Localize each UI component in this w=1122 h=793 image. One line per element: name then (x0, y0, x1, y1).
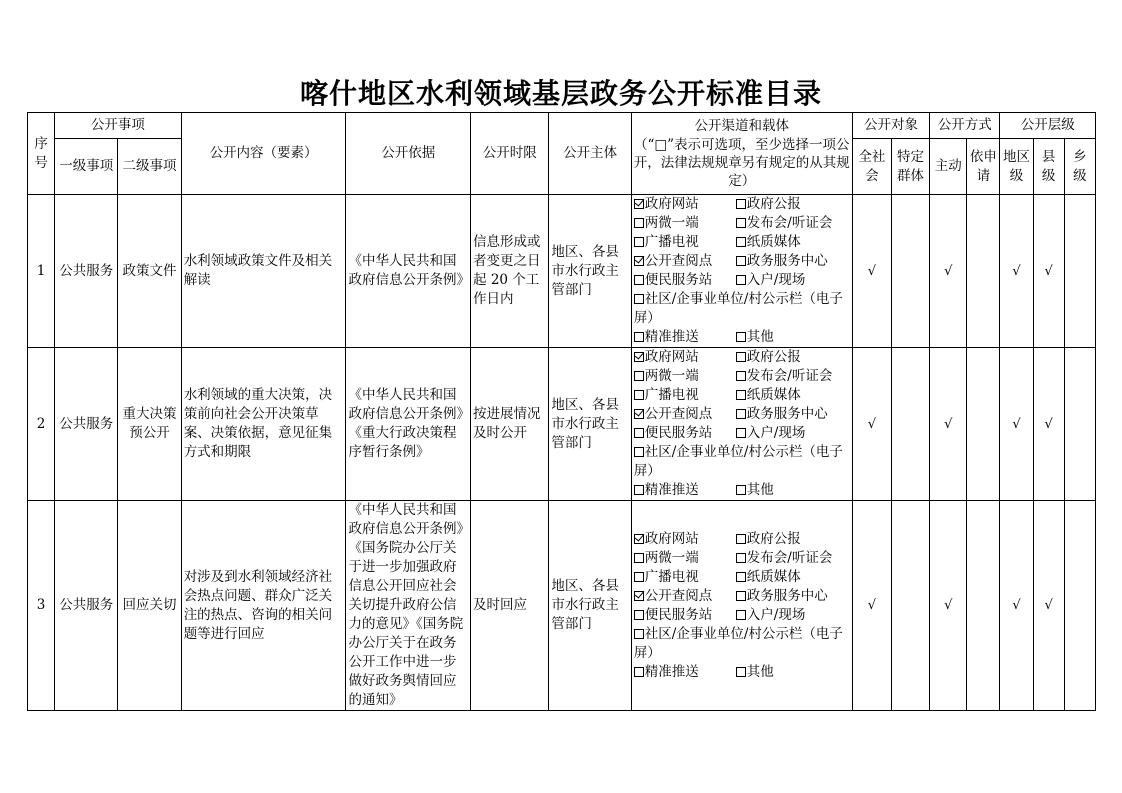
header-target-all: 全社会 (852, 139, 891, 195)
cell-level2: 回应关切 (118, 501, 181, 711)
header-method-active: 主动 (930, 139, 967, 195)
channel-label: 广播电视 (644, 387, 699, 403)
channel-label: 其他 (746, 663, 774, 680)
channel-option (736, 196, 801, 212)
checkbox-icon (736, 275, 746, 285)
checkbox-icon (736, 610, 746, 620)
channel-label: 入户/现场 (746, 606, 806, 623)
header-public-items: 公开事项 (55, 113, 182, 139)
header-level2: 二级事项 (118, 139, 181, 195)
cell-method-apply (967, 195, 1000, 348)
checkbox-icon (634, 667, 644, 677)
channel-label: 政府网站 (644, 196, 699, 212)
header-basis: 公开依据 (346, 113, 471, 195)
header-level-county: 县级 (1033, 139, 1064, 195)
channel-label: 入户/现场 (746, 425, 806, 441)
channel-option (736, 253, 828, 269)
checkbox-icon (634, 218, 644, 228)
channel-option (634, 368, 699, 384)
channel-option (736, 664, 774, 680)
channel-option (634, 349, 699, 365)
channel-label: 政府网站 (644, 530, 699, 547)
cell-content: 水利领域的重大决策，决策前向社会公开决策草案、决策依据，意见征集方式和期限 (181, 348, 346, 501)
header-target: 公开对象 (852, 113, 929, 139)
cell-basis: 《中华人民共和国政府信息公开条例》 (346, 195, 471, 348)
checkbox-icon (736, 237, 746, 247)
channel-label: 精准推送 (644, 663, 699, 680)
table-row (28, 348, 1096, 501)
checkbox-checked-icon (634, 256, 644, 266)
catalog-table (27, 112, 1096, 711)
checkbox-icon (736, 572, 746, 582)
checkbox-icon (634, 610, 644, 620)
cell-level-township (1064, 501, 1095, 711)
cell-level1: 公共服务 (55, 348, 118, 501)
checkbox-icon (736, 256, 746, 266)
channel-option (634, 607, 713, 623)
channel-option (736, 569, 801, 585)
cell-level-township (1064, 195, 1095, 348)
channel-option (634, 482, 699, 498)
channel-option (736, 368, 833, 384)
cell-target-all-mark: √ (852, 195, 891, 348)
cell-target-specific (891, 195, 929, 348)
page-title: 喀什地区水利领域基层政务公开标准目录 (299, 77, 822, 110)
channel-option (634, 272, 713, 288)
checkbox-icon (634, 553, 644, 563)
channel-label: 精准推送 (644, 482, 699, 498)
channel-label: 精准推送 (644, 329, 699, 345)
channel-option (736, 349, 801, 365)
header-channels-note: （“□”表示可选项，至少选择一项公开，法律法规规章另有规定的从其规定） (633, 137, 850, 189)
channel-option (736, 215, 833, 231)
checkbox-icon (736, 371, 746, 381)
channel-label: 政务服务中心 (746, 253, 828, 269)
channel-option (736, 482, 774, 498)
channel-option (634, 215, 699, 231)
checkbox-icon (634, 390, 644, 400)
cell-time-limit: 信息形成或者变更之日起 20 个工作日内 (471, 195, 549, 348)
channel-label: 公开查阅点 (644, 406, 713, 422)
checkbox-icon (736, 409, 746, 419)
cell-basis: 《中华人民共和国政府信息公开条例》《国务院办公厅关于进一步加强政府信息公开回应社会关切提升政府公信力的意见》《国务院办公厅关于在政务公开工作中进一步做好政务舆情回应的通知》 (346, 501, 471, 711)
cell-content: 对涉及到水利领域经济社会热点问题、群众广泛关注的热点、咨询的相关问题等进行回应 (181, 501, 346, 711)
channel-label: 社区/企事业单位/村公示栏（电子屏） (633, 625, 843, 661)
header-content: 公开内容（要素） (181, 113, 346, 195)
cell-level2: 重大决策预公开 (118, 348, 181, 501)
checkbox-icon (736, 553, 746, 563)
channel-option (634, 531, 699, 547)
channel-option (634, 550, 699, 566)
channel-label: 公开查阅点 (644, 587, 713, 604)
checkbox-checked-icon (634, 591, 644, 601)
channel-option (634, 329, 699, 345)
cell-method-active-mark: √ (930, 348, 967, 501)
checkbox-icon (736, 534, 746, 544)
cell-target-all-mark: √ (852, 348, 891, 501)
header-channels-title: 公开渠道和载体 (694, 118, 790, 134)
channel-option (634, 444, 843, 479)
channel-label: 其他 (746, 482, 774, 498)
checkbox-icon (634, 572, 644, 582)
channel-option (634, 234, 699, 250)
channel-label: 两微一端 (644, 215, 699, 231)
channel-option (634, 406, 713, 422)
cell-time-limit: 及时回应 (471, 501, 549, 711)
checkbox-icon (736, 332, 746, 342)
channel-label: 便民服务站 (644, 425, 713, 441)
cell-level-county-mark: √ (1033, 195, 1064, 348)
header-level1: 一级事项 (55, 139, 118, 195)
channel-label: 公开查阅点 (644, 253, 713, 269)
channel-label: 政府网站 (644, 349, 699, 365)
channel-option (736, 588, 828, 604)
channel-option (736, 272, 806, 288)
header-channels (631, 113, 852, 195)
channel-option (736, 531, 801, 547)
checkbox-icon (634, 447, 644, 457)
header-target-specific: 特定群体 (891, 139, 929, 195)
cell-subject: 地区、各县市水行政主管部门 (549, 348, 631, 501)
channel-label: 发布会/听证会 (746, 215, 833, 231)
channel-option (634, 664, 699, 680)
checkbox-icon (634, 294, 644, 304)
channel-option (634, 291, 843, 326)
channel-label: 政府公报 (746, 196, 801, 212)
channel-option (634, 196, 699, 212)
channel-option (736, 234, 801, 250)
checkbox-icon (736, 485, 746, 495)
channel-label: 入户/现场 (746, 272, 806, 288)
checkbox-checked-icon (634, 199, 644, 209)
channel-option (634, 253, 713, 269)
checkbox-icon (634, 485, 644, 495)
cell-level2: 政策文件 (118, 195, 181, 348)
header-level: 公开层级 (1000, 113, 1096, 139)
checkbox-icon (736, 390, 746, 400)
checkbox-icon (736, 428, 746, 438)
checkbox-checked-icon (634, 352, 644, 362)
channel-label: 广播电视 (644, 234, 699, 250)
checkbox-checked-icon (634, 534, 644, 544)
checkbox-icon (634, 275, 644, 285)
header-method-apply: 依申请 (967, 139, 1000, 195)
channel-option (736, 406, 828, 422)
cell-seq: 3 (28, 501, 55, 711)
cell-level-county-mark: √ (1033, 501, 1064, 711)
channel-label: 其他 (746, 329, 774, 345)
checkbox-icon (634, 237, 644, 247)
cell-level-prefecture-mark: √ (1000, 348, 1033, 501)
cell-method-apply (967, 348, 1000, 501)
cell-target-all-mark: √ (852, 501, 891, 711)
cell-subject: 地区、各县市水行政主管部门 (549, 195, 631, 348)
channel-label: 两微一端 (644, 549, 699, 566)
cell-channels (631, 348, 852, 501)
channel-label: 便民服务站 (644, 272, 713, 288)
cell-level-township (1064, 348, 1095, 501)
checkbox-icon (634, 371, 644, 381)
cell-level-county-mark: √ (1033, 348, 1064, 501)
cell-channels (631, 501, 852, 711)
cell-method-apply (967, 501, 1000, 711)
header-time-limit: 公开时限 (471, 113, 549, 195)
channel-option (736, 387, 801, 403)
channel-label: 社区/企事业单位/村公示栏（电子屏） (633, 444, 843, 479)
channel-option (736, 607, 806, 623)
cell-time-limit: 按进展情况及时公开 (471, 348, 549, 501)
cell-channels (631, 195, 852, 348)
cell-seq: 2 (28, 348, 55, 501)
channel-label: 发布会/听证会 (746, 549, 833, 566)
channel-label: 广播电视 (644, 568, 699, 585)
table-row (28, 501, 1096, 711)
checkbox-icon (736, 667, 746, 677)
cell-method-active-mark: √ (930, 195, 967, 348)
channel-label: 便民服务站 (644, 606, 713, 623)
checkbox-icon (736, 591, 746, 601)
channel-label: 政务服务中心 (746, 587, 828, 604)
checkbox-icon (736, 199, 746, 209)
header-method: 公开方式 (930, 113, 1000, 139)
cell-content: 水利领域政策文件及相关解读 (181, 195, 346, 348)
channel-option (634, 387, 699, 403)
checkbox-icon (634, 428, 644, 438)
channel-label: 两微一端 (644, 368, 699, 384)
checkbox-checked-icon (634, 409, 644, 419)
channel-option (634, 425, 713, 441)
channel-option (736, 425, 806, 441)
cell-seq: 1 (28, 195, 55, 348)
cell-subject: 地区、各县市水行政主管部门 (549, 501, 631, 711)
cell-level1: 公共服务 (55, 195, 118, 348)
channel-option (736, 329, 774, 345)
checkbox-icon (634, 629, 644, 639)
channel-option (634, 626, 843, 661)
channel-label: 社区/企事业单位/村公示栏（电子屏） (633, 291, 843, 326)
cell-target-specific (891, 348, 929, 501)
channel-label: 纸质媒体 (746, 387, 801, 403)
cell-level-prefecture-mark: √ (1000, 501, 1033, 711)
checkbox-icon (634, 332, 644, 342)
header-seq: 序号 (28, 113, 55, 195)
table-row (28, 195, 1096, 348)
cell-level-prefecture-mark: √ (1000, 195, 1033, 348)
channel-label: 发布会/听证会 (746, 368, 833, 384)
channel-label: 政府公报 (746, 349, 801, 365)
channel-label: 政府公报 (746, 530, 801, 547)
checkbox-icon (736, 352, 746, 362)
channel-option (634, 569, 699, 585)
channel-label: 纸质媒体 (746, 234, 801, 250)
cell-basis: 《中华人民共和国政府信息公开条例》《重大行政决策程序暂行条例》 (346, 348, 471, 501)
header-level-prefecture: 地区级 (1000, 139, 1033, 195)
cell-target-specific (891, 501, 929, 711)
channel-label: 纸质媒体 (746, 568, 801, 585)
channel-option (634, 588, 713, 604)
channel-label: 政务服务中心 (746, 406, 828, 422)
cell-level1: 公共服务 (55, 501, 118, 711)
checkbox-icon (736, 218, 746, 228)
header-level-township: 乡级 (1064, 139, 1095, 195)
channel-option (736, 550, 833, 566)
cell-method-active-mark: √ (930, 501, 967, 711)
header-subject: 公开主体 (549, 113, 631, 195)
